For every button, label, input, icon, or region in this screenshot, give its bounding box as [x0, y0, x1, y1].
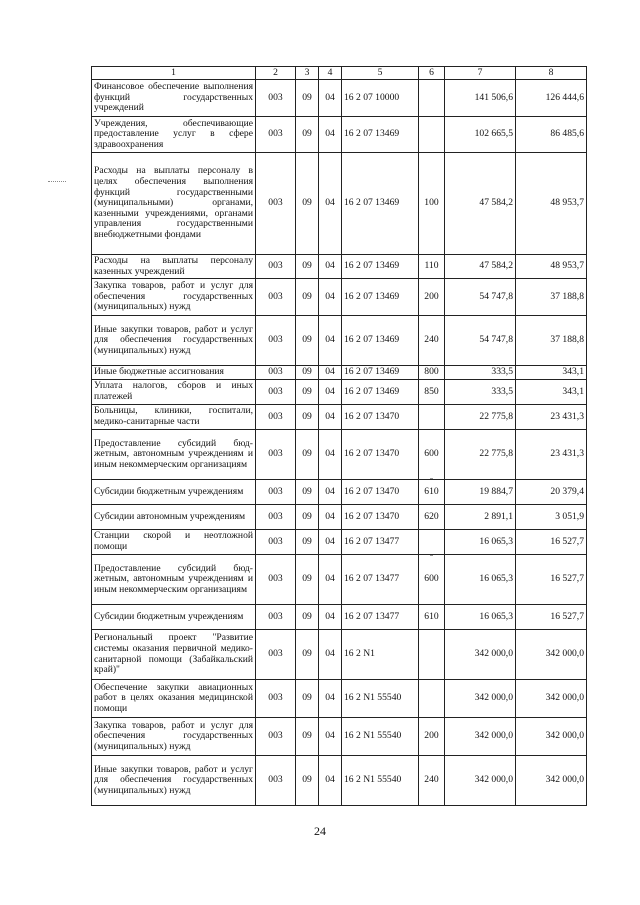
- row-expense-type: [419, 405, 445, 430]
- row-amount-year-2: 16 527,7: [516, 530, 587, 555]
- row-name: Субсидии бюджетным учреждениям: [92, 480, 256, 505]
- row-expense-type: 600: [419, 430, 445, 480]
- row-section-code: 09: [296, 555, 319, 605]
- row-section-code: 09: [296, 530, 319, 555]
- row-amount-year-2: 342 000,0: [516, 630, 587, 680]
- row-expense-type: 620: [419, 505, 445, 530]
- row-section-code: 09: [296, 380, 319, 405]
- row-subsection-code: 04: [319, 480, 342, 505]
- row-amount-year-2: 23 431,3: [516, 430, 587, 480]
- row-section-code: 09: [296, 630, 319, 680]
- table-row: [92, 117, 587, 153]
- table-row: [92, 630, 587, 680]
- table-row: [92, 80, 587, 117]
- column-header: 2: [256, 67, 296, 80]
- row-subsection-code: 04: [319, 756, 342, 806]
- row-section-code: 09: [296, 316, 319, 366]
- row-section-code: 09: [296, 718, 319, 756]
- row-amount-year-1: 342 000,0: [445, 680, 516, 718]
- row-target-article: 16 2 07 13469: [342, 366, 419, 380]
- row-target-article: 16 2 N1: [342, 630, 419, 680]
- row-ministry-code: 003: [256, 680, 296, 718]
- column-header: 1: [92, 67, 256, 80]
- row-section-code: 09: [296, 430, 319, 480]
- row-expense-type: 850: [419, 380, 445, 405]
- row-amount-year-1: 333,5: [445, 366, 516, 380]
- row-ministry-code: 003: [256, 405, 296, 430]
- row-section-code: 09: [296, 605, 319, 630]
- row-name: Иные бюджетные ассигнования: [92, 366, 256, 380]
- table-body: [92, 80, 587, 806]
- row-subsection-code: 04: [319, 680, 342, 718]
- row-amount-year-2: 37 188,8: [516, 279, 587, 316]
- table-row: [92, 555, 587, 605]
- row-subsection-code: 04: [319, 117, 342, 153]
- row-expense-type: [419, 530, 445, 555]
- table-row: [92, 605, 587, 630]
- row-amount-year-2: 126 444,6: [516, 80, 587, 117]
- row-amount-year-2: 23 431,3: [516, 405, 587, 430]
- row-subsection-code: 04: [319, 505, 342, 530]
- row-section-code: 09: [296, 366, 319, 380]
- table-row: [92, 316, 587, 366]
- row-target-article: 16 2 07 13469: [342, 117, 419, 153]
- row-target-article: 16 2 07 13477: [342, 605, 419, 630]
- row-section-code: 09: [296, 279, 319, 316]
- row-ministry-code: 003: [256, 718, 296, 756]
- row-name: Расходы на выплаты персоналу казенных учреждений: [92, 255, 256, 279]
- row-ministry-code: 003: [256, 505, 296, 530]
- table-row: [92, 255, 587, 279]
- row-subsection-code: 04: [319, 316, 342, 366]
- row-amount-year-1: 16 065,3: [445, 605, 516, 630]
- row-section-code: 09: [296, 405, 319, 430]
- row-name: Субсидии автономным учреждениям: [92, 505, 256, 530]
- row-name: Станции скорой и неотложной помощи: [92, 530, 256, 555]
- row-subsection-code: 04: [319, 555, 342, 605]
- row-name: Иные закупки товаров, работ и услуг для обеспечения государственных (муниципальных) нужд: [92, 756, 256, 806]
- row-name: Закупка товаров, работ и услуг для обеспечения государственных (муниципальных) нужд: [92, 279, 256, 316]
- budget-table: [91, 66, 587, 806]
- row-amount-year-2: 342 000,0: [516, 756, 587, 806]
- row-target-article: 16 2 N1 55540: [342, 680, 419, 718]
- row-expense-type: 100: [419, 153, 445, 255]
- row-target-article: 16 2 07 13470: [342, 480, 419, 505]
- row-target-article: 16 2 07 13470: [342, 430, 419, 480]
- row-ministry-code: 003: [256, 255, 296, 279]
- row-expense-type: [419, 117, 445, 153]
- row-amount-year-2: 16 527,7: [516, 605, 587, 630]
- row-target-article: 16 2 N1 55540: [342, 756, 419, 806]
- row-ministry-code: 003: [256, 366, 296, 380]
- row-amount-year-1: 16 065,3: [445, 555, 516, 605]
- row-amount-year-2: 37 188,8: [516, 316, 587, 366]
- row-name: Уплата налогов, сборов и иных платежей: [92, 380, 256, 405]
- table-row: [92, 405, 587, 430]
- row-name: Обеспечение закупки авиационных работ в целях оказания медицинской помощи: [92, 680, 256, 718]
- row-subsection-code: 04: [319, 530, 342, 555]
- row-expense-type: 200: [419, 718, 445, 756]
- table-row: [92, 279, 587, 316]
- row-target-article: 16 2 07 13470: [342, 505, 419, 530]
- row-amount-year-1: 47 584,2: [445, 153, 516, 255]
- row-expense-type: 610: [419, 605, 445, 630]
- row-amount-year-1: 102 665,5: [445, 117, 516, 153]
- row-amount-year-1: 54 747,8: [445, 279, 516, 316]
- row-name: Финансовое обеспечение выполнения функций государственных учреждений: [92, 80, 256, 117]
- row-name: Учреждения, обеспечивающие предоставление услуг в сфере здравоохранения: [92, 117, 256, 153]
- row-amount-year-2: 48 953,7: [516, 255, 587, 279]
- row-ministry-code: 003: [256, 555, 296, 605]
- row-section-code: 09: [296, 756, 319, 806]
- row-name: Предоставление субсидий бюджетным, автономным учреждениям и иным некоммерческим организациям: [92, 555, 256, 605]
- row-ministry-code: 003: [256, 153, 296, 255]
- row-target-article: 16 2 07 13469: [342, 255, 419, 279]
- row-expense-type: [419, 80, 445, 117]
- row-subsection-code: 04: [319, 153, 342, 255]
- row-amount-year-2: 342 000,0: [516, 680, 587, 718]
- row-name: Предоставление субсидий бюджетным, автономным учреждениям и иным некоммерческим организациям: [92, 430, 256, 480]
- row-amount-year-1: 342 000,0: [445, 756, 516, 806]
- table-row: [92, 530, 587, 555]
- row-amount-year-1: 47 584,2: [445, 255, 516, 279]
- row-amount-year-1: 333,5: [445, 380, 516, 405]
- row-ministry-code: 003: [256, 605, 296, 630]
- table-row: [92, 153, 587, 255]
- row-name: Закупка товаров, работ и услуг для обеспечения государственных (муниципальных) нужд: [92, 718, 256, 756]
- margin-mark: [48, 181, 66, 183]
- row-expense-type: 600: [419, 555, 445, 605]
- table-row: [92, 430, 587, 480]
- row-ministry-code: 003: [256, 80, 296, 117]
- row-subsection-code: 04: [319, 630, 342, 680]
- row-ministry-code: 003: [256, 430, 296, 480]
- row-section-code: 09: [296, 153, 319, 255]
- row-ministry-code: 003: [256, 630, 296, 680]
- row-ministry-code: 003: [256, 279, 296, 316]
- row-name: Иные закупки товаров, работ и услуг для обеспечения государственных (муниципальных) нужд: [92, 316, 256, 366]
- table-row: [92, 366, 587, 380]
- row-target-article: 16 2 07 13477: [342, 555, 419, 605]
- row-amount-year-1: 342 000,0: [445, 630, 516, 680]
- column-header: 3: [296, 67, 319, 80]
- row-amount-year-2: 343,1: [516, 380, 587, 405]
- table-row: [92, 480, 587, 505]
- column-header: 8: [516, 67, 587, 80]
- column-header: 4: [319, 67, 342, 80]
- row-amount-year-1: 342 000,0: [445, 718, 516, 756]
- row-name: Расходы на выплаты персоналу в целях обеспечения выполнения функций государственными (муниципальными) органами, казенными учреждениями, органами управления государственными внебюджетными фондами: [92, 153, 256, 255]
- table-row: [92, 380, 587, 405]
- table-row: [92, 680, 587, 718]
- row-amount-year-2: 343,1: [516, 366, 587, 380]
- row-name: Региональный проект "Развитие системы оказания первичной медико-санитарной помощи (Забайкальский край)": [92, 630, 256, 680]
- row-expense-type: [419, 630, 445, 680]
- row-expense-type: 240: [419, 756, 445, 806]
- row-amount-year-1: 16 065,3: [445, 530, 516, 555]
- row-expense-type: 110: [419, 255, 445, 279]
- table-row: [92, 756, 587, 806]
- row-amount-year-2: 342 000,0: [516, 718, 587, 756]
- row-target-article: 16 2 07 13469: [342, 316, 419, 366]
- row-amount-year-2: 86 485,6: [516, 117, 587, 153]
- row-expense-type: 800: [419, 366, 445, 380]
- row-target-article: 16 2 07 10000: [342, 80, 419, 117]
- row-expense-type: 240: [419, 316, 445, 366]
- row-subsection-code: 04: [319, 366, 342, 380]
- row-target-article: 16 2 07 13469: [342, 279, 419, 316]
- row-section-code: 09: [296, 480, 319, 505]
- table-header-row: [92, 67, 587, 80]
- row-amount-year-1: 19 884,7: [445, 480, 516, 505]
- row-name: Субсидии бюджетным учреждениям: [92, 605, 256, 630]
- row-subsection-code: 04: [319, 405, 342, 430]
- row-ministry-code: 003: [256, 530, 296, 555]
- row-ministry-code: 003: [256, 380, 296, 405]
- page-number: 24: [314, 824, 326, 838]
- row-section-code: 09: [296, 505, 319, 530]
- row-section-code: 09: [296, 255, 319, 279]
- row-amount-year-1: 54 747,8: [445, 316, 516, 366]
- row-subsection-code: 04: [319, 430, 342, 480]
- row-target-article: 16 2 07 13470: [342, 405, 419, 430]
- table-row: [92, 505, 587, 530]
- row-amount-year-2: 16 527,7: [516, 555, 587, 605]
- row-target-article: 16 2 N1 55540: [342, 718, 419, 756]
- row-subsection-code: 04: [319, 279, 342, 316]
- row-section-code: 09: [296, 80, 319, 117]
- row-section-code: 09: [296, 680, 319, 718]
- row-name: Больницы, клиники, госпитали, медико-санитарные части: [92, 405, 256, 430]
- row-ministry-code: 003: [256, 316, 296, 366]
- row-subsection-code: 04: [319, 380, 342, 405]
- row-target-article: 16 2 07 13469: [342, 153, 419, 255]
- row-amount-year-2: 20 379,4: [516, 480, 587, 505]
- row-subsection-code: 04: [319, 605, 342, 630]
- row-subsection-code: 04: [319, 718, 342, 756]
- row-amount-year-1: 141 506,6: [445, 80, 516, 117]
- row-target-article: 16 2 07 13477: [342, 530, 419, 555]
- row-amount-year-2: 48 953,7: [516, 153, 587, 255]
- row-amount-year-1: 22 775,8: [445, 430, 516, 480]
- row-amount-year-2: 3 051,9: [516, 505, 587, 530]
- row-expense-type: [419, 680, 445, 718]
- row-ministry-code: 003: [256, 756, 296, 806]
- row-subsection-code: 04: [319, 80, 342, 117]
- row-target-article: 16 2 07 13469: [342, 380, 419, 405]
- table-row: [92, 718, 587, 756]
- column-header: 5: [342, 67, 419, 80]
- row-ministry-code: 003: [256, 480, 296, 505]
- row-expense-type: 610: [419, 480, 445, 505]
- row-ministry-code: 003: [256, 117, 296, 153]
- row-amount-year-1: 22 775,8: [445, 405, 516, 430]
- row-expense-type: 200: [419, 279, 445, 316]
- column-header: 7: [445, 67, 516, 80]
- row-section-code: 09: [296, 117, 319, 153]
- column-header: 6: [419, 67, 445, 80]
- row-subsection-code: 04: [319, 255, 342, 279]
- row-amount-year-1: 2 891,1: [445, 505, 516, 530]
